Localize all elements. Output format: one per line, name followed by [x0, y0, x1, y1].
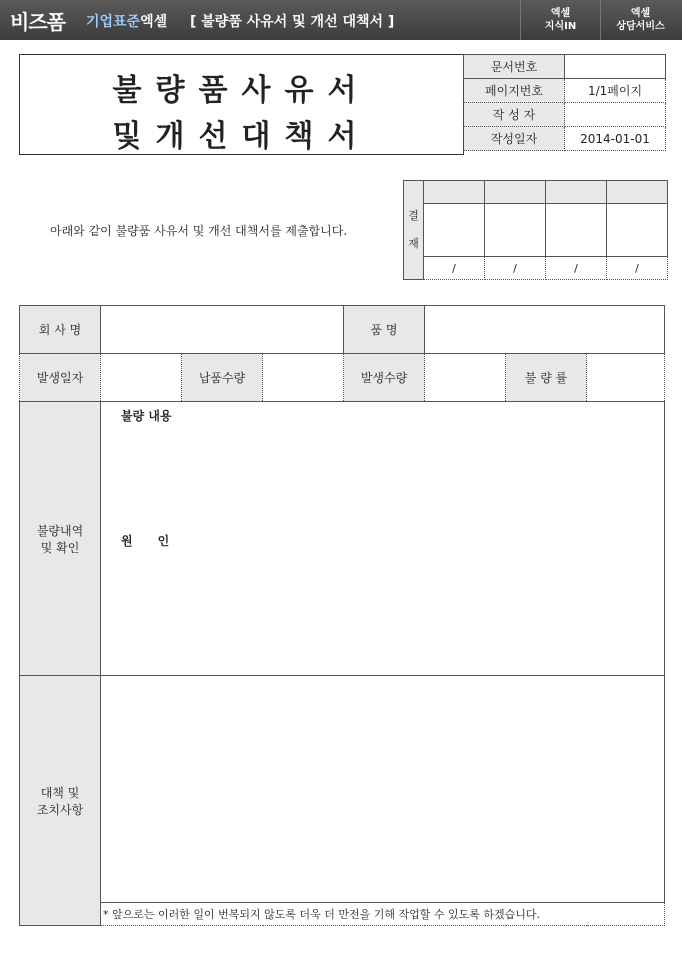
approver-sign-4[interactable] — [607, 204, 668, 257]
approval-date-1[interactable]: / — [424, 257, 485, 280]
brand-label — [86, 11, 167, 31]
approver-title-2[interactable] — [485, 181, 546, 204]
approver-title-1[interactable] — [424, 181, 485, 204]
approval-date-2[interactable]: / — [485, 257, 546, 280]
brand-text-a: 기업표준 — [86, 14, 141, 30]
company-label: 회 사 명 — [20, 306, 101, 354]
delivery-qty-value[interactable] — [263, 354, 344, 402]
title-line-1: 불량품사유서 — [112, 73, 371, 108]
page-number-label: 페이지번호 — [464, 79, 565, 103]
approval-date-3[interactable]: / — [546, 257, 607, 280]
excel-consulting-line2: 상담서비스 — [616, 21, 665, 32]
approval-table — [403, 180, 668, 280]
defect-rate-value[interactable] — [587, 354, 665, 402]
header-document-title: [ 불량품 사유서 및 개선 대책서 ] — [190, 14, 395, 30]
occur-qty-label: 발생수량 — [344, 354, 425, 402]
cause-label: 원 인 — [121, 534, 170, 548]
title-line-2: 및개선대책서 — [112, 119, 371, 154]
measure-label — [20, 676, 101, 926]
approver-sign-1[interactable] — [424, 204, 485, 257]
excel-knowledge-line2: 지식IN — [544, 21, 577, 32]
measure-area[interactable] — [101, 676, 665, 903]
created-date-value[interactable]: 2014-01-01 — [565, 127, 666, 151]
brand-text-b: 엑셀 — [140, 14, 168, 30]
defect-detail-area[interactable] — [101, 402, 665, 676]
defect-report-table — [19, 305, 665, 926]
defect-rate-label: 불 량 률 — [506, 354, 587, 402]
measure-label-1: 대책 및 — [40, 785, 80, 800]
defect-detail-label-1: 불량내역 — [36, 523, 84, 538]
created-date-label: 작성일자 — [464, 127, 565, 151]
excel-knowledge-line1: 엑셀 — [550, 8, 571, 19]
intro-text: 아래와 같이 불량품 사유서 및 개선 대책서를 제출합니다. — [50, 224, 348, 238]
approval-label-2: 재 — [408, 237, 419, 250]
document-title-box — [19, 54, 464, 155]
occur-qty-value[interactable] — [425, 354, 506, 402]
author-value[interactable] — [565, 103, 666, 127]
approval-date-4[interactable]: / — [607, 257, 668, 280]
excel-consulting-button[interactable] — [600, 0, 680, 40]
company-value[interactable] — [101, 306, 344, 354]
product-label: 품 명 — [344, 306, 425, 354]
bizforms-logo[interactable]: 비즈폼 — [10, 10, 65, 34]
doc-number-value[interactable] — [565, 55, 666, 79]
excel-knowledge-button[interactable] — [520, 0, 600, 40]
defect-content-label: 불량 내용 — [121, 409, 172, 423]
approval-label-1: 결 — [408, 209, 419, 222]
author-label: 작 성 자 — [464, 103, 565, 127]
approver-title-3[interactable] — [546, 181, 607, 204]
approval-label — [404, 181, 424, 280]
approver-title-4[interactable] — [607, 181, 668, 204]
measure-label-2: 조치사항 — [36, 802, 84, 817]
date-label: 발생일자 — [20, 354, 101, 402]
date-value[interactable] — [101, 354, 182, 402]
document-info-table — [463, 54, 666, 151]
approver-sign-3[interactable] — [546, 204, 607, 257]
page-number-value[interactable]: 1/1페이지 — [565, 79, 666, 103]
approver-sign-2[interactable] — [485, 204, 546, 257]
excel-consulting-line1: 엑셀 — [630, 8, 651, 19]
doc-number-label: 문서번호 — [464, 55, 565, 79]
defect-detail-label-2: 및 확인 — [40, 540, 80, 555]
footnote: * 앞으로는 이러한 일이 번복되지 않도록 더욱 더 만전을 기해 작업할 수 있도록 하겠습니다. — [101, 902, 665, 925]
product-value[interactable] — [425, 306, 665, 354]
header-bar — [0, 0, 682, 40]
defect-detail-label — [20, 402, 101, 676]
delivery-qty-label: 납품수량 — [182, 354, 263, 402]
